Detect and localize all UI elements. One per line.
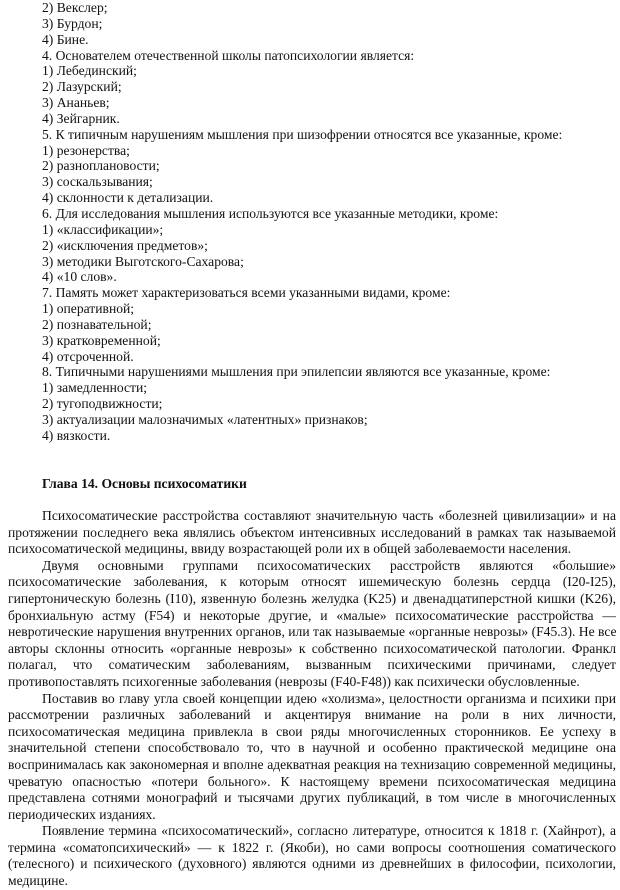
paragraph-line: Поставив во главу угла своей концепции идею «холизма», целостности организма и психики при [42, 690, 616, 706]
list-line: 2) Лазурский; [42, 79, 122, 95]
list-line: 2) разноплановости; [42, 158, 160, 174]
paragraph-line: психосоматическая медицина привлекла в свои ряды многочисленных сторонников. Ее успеху в [8, 723, 616, 739]
chapter-body [8, 508, 616, 890]
list-line: 6. Для исследования мышления используются все указанные методики, кроме: [42, 205, 499, 221]
paragraph-line: психосоматические заболевания, к которым относят ишемическую болезнь сердца (I20-I25), [8, 574, 616, 590]
paragraph-line: медицине. [8, 873, 68, 889]
list-line: 4) Зейгарник. [42, 110, 120, 126]
paragraph-line: Появление термина «психосоматический», согласно литературе, относится к 1818 г. (Хайнрот), а [42, 823, 616, 839]
list-line: 4. Основателем отечественной школы патопсихологии является: [42, 47, 415, 63]
list-line: 1) оперативной; [42, 301, 135, 317]
list-line: 2) «исключения предметов»; [42, 237, 208, 253]
paragraph-line: невротические нарушения внутренних органов, или так называемые «органные неврозы» (F45.3). Не все [8, 624, 617, 640]
paragraph-line: полагал, что соматическим заболеваниям, вызванным психическими причинами, следует [8, 657, 616, 673]
list-line: 4) склонности к детализации. [42, 190, 214, 206]
paragraph-line: термина «соматопсихический» — к 1822 г. (Якоби), но сами вопросы соотношения соматического [8, 839, 616, 855]
list-line: 3) соскальзывания; [42, 174, 153, 190]
list-line: 7. Память может характеризоваться всеми указанными видами, кроме: [42, 285, 451, 301]
paragraph [8, 508, 616, 558]
paragraph-line: авторы склонны относить «органные неврозы» к собственно психосоматической патологии. Франкл [8, 640, 616, 656]
paragraph-line: протяжении последнего века являлись объектом интенсивных исследований в рамках так называемой [8, 524, 616, 540]
list-line: 1) «классификации»; [42, 221, 164, 237]
list-line: 3) Бурдон; [42, 15, 103, 31]
list-line: 8. Типичными нарушениями мышления при эпилепсии являются все указанные, кроме: [42, 364, 551, 380]
paragraph-line: представлена сотнями монографий и тысячами других публикаций, в том числе в многочисленных [8, 790, 616, 806]
chapter-heading: Глава 14. Основы психосоматики [42, 476, 247, 491]
paragraph [8, 558, 616, 691]
paragraph-line: психосоматической медицины, ввиду возрастающей роли их в общей заболеваемости населения. [8, 541, 572, 557]
list-line: 4) Бине. [42, 31, 89, 47]
paragraph-line: бронхиальную астму (F54) и некоторые другие, и «малые» психосоматические расстройства — [8, 607, 616, 623]
list-line: 1) Лебединский; [42, 63, 137, 79]
test-questions-list [42, 0, 612, 444]
paragraph-line: противопоставлять психогенные заболевания (неврозы (F40-F48)) как психически обусловленные. [8, 673, 580, 689]
paragraph-line: периодических изданиях. [8, 806, 156, 822]
list-line: 4) вязкости. [42, 427, 111, 443]
paragraph [8, 823, 616, 889]
list-line: 3) методики Выготского-Сахарова; [42, 253, 244, 269]
paragraph-line: Психосоматические расстройства составляют значительную часть «болезней цивилизации» и на [42, 508, 616, 523]
list-line: 1) резонерства; [42, 142, 130, 158]
paragraph-line: значительной степени способствовало то, что в научной и особенно практической медицине она [8, 740, 616, 756]
paragraph-line: воспринималась как закономерная и вполне адекватная реакция на технизацию современной медицины, [8, 756, 616, 772]
list-line: 4) отсроченной. [42, 348, 134, 364]
paragraph-line: (телесного) и психического (духовного) являются одними из древнейших в философии, психологии, [8, 856, 616, 872]
list-line: 4) «10 слов». [42, 269, 117, 285]
list-line: 3) Ананьев; [42, 95, 110, 111]
paragraph-line: рассмотрении различных заболеваний и акцентируя внимание на роли в них личности, [8, 707, 616, 723]
list-line: 3) кратковременной; [42, 332, 161, 348]
paragraph-line: чреватую опасностью «потери больного». К настоящему времени психосоматическая медицина [8, 773, 616, 789]
list-line: 1) замедленности; [42, 380, 148, 396]
list-line: 3) актуализации малозначимых «латентных» признаков; [42, 411, 368, 427]
list-line: 2) познавательной; [42, 316, 152, 332]
paragraph-line: Двумя основными группами психосоматических расстройств являются «большие» [42, 557, 616, 573]
paragraph-line: гипертоническую болезнь (I10), язвенную болезнь желудка (K25) и двенадцатиперстной кишки (K26), [8, 590, 616, 606]
list-line: 2) Векслер; [42, 0, 108, 15]
list-line: 2) тугоподвижности; [42, 396, 163, 412]
paragraph [8, 691, 616, 824]
list-line: 5. К типичным нарушениям мышления при шизофрении относятся все указанные, кроме: [42, 126, 563, 142]
